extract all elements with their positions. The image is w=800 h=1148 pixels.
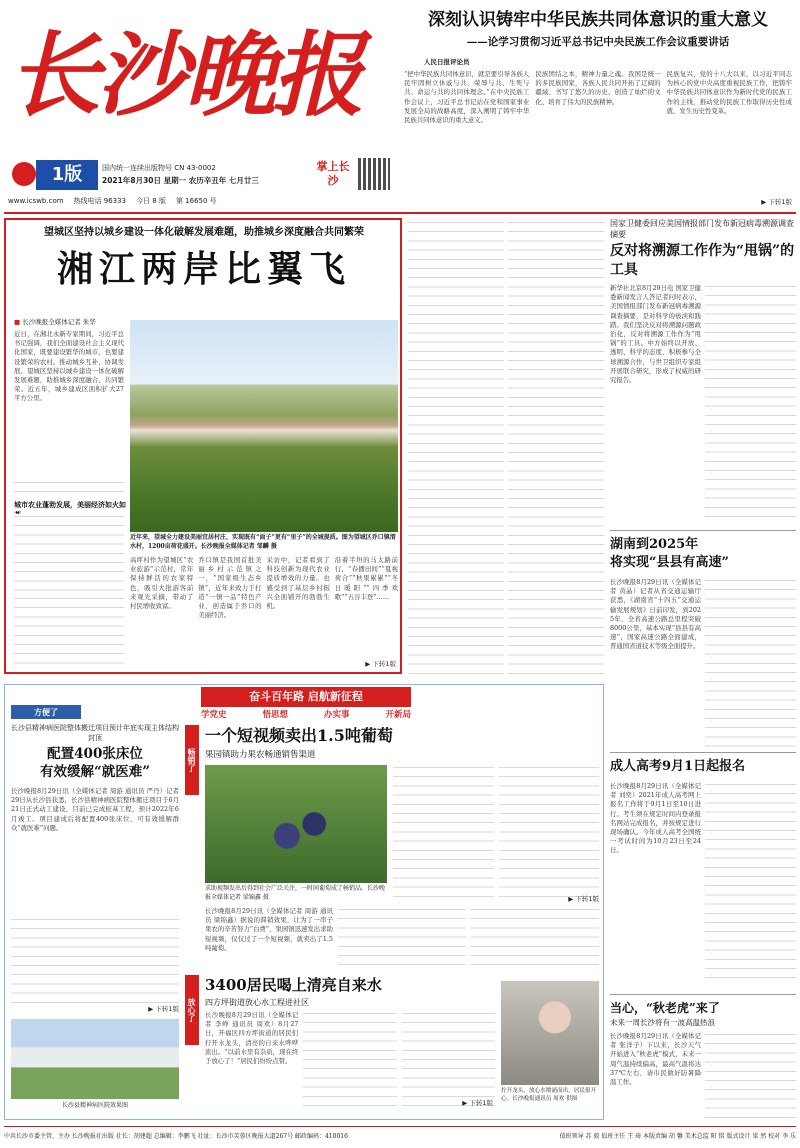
- story2-kicker: 湖南到2025年: [610, 537, 699, 552]
- hospital-rendering-photo: [11, 1019, 179, 1099]
- changle-caption: 求助视频发出后得到社会广泛关注，一时间葡萄成了畅销品。长沙晚报全媒体记者 梁锦鑫 摄: [205, 885, 386, 901]
- page-number: 1版: [36, 160, 98, 190]
- slogan-4: 开新局: [385, 710, 411, 720]
- top-story-byline: 人民日报评论员: [424, 58, 470, 66]
- right-divider-3: [610, 994, 796, 995]
- byline-icon: ■: [14, 318, 23, 326]
- lead-subhead: 城市农业蓬勃发展，美丽经济如火如: [14, 500, 126, 509]
- story3-title: 成人高考9月1日起报名: [610, 759, 746, 774]
- top-story-title: 深刻认识铸牢中华民族共同体意识的重大意义: [428, 10, 768, 30]
- tap-water-photo: [501, 981, 599, 1085]
- lead-col-left-lower: [14, 514, 124, 594]
- lead-photo-caption: 近年来，望城全力建设美丽宜居村庄，实现既有“面子”更有“里子”的全城提质。图为望城区乔口镇渭水村，1200亩荷花盛开。长沙晚报全媒体记者 邹麟 摄: [130, 534, 396, 550]
- story-fangxin: [185, 975, 599, 1115]
- top-story-subtitle: ——论学习贯彻习近平总书记中央民族工作会议重要讲话: [466, 36, 730, 48]
- footer-rule: [4, 1126, 796, 1127]
- page-count: 今日 8 版: [136, 197, 166, 205]
- fangbianle-kicker: 长沙县精神病医院整体搬迁项目预计年底实现主体结构封顶: [11, 724, 179, 742]
- fangbianle-more-link[interactable]: ▶ 下转1版: [148, 1005, 179, 1013]
- slogan-2: 悟思想: [262, 710, 288, 720]
- changle-subhead: 果园镇助力果农畅通销售渠道: [205, 750, 316, 760]
- story-changle: [185, 725, 599, 971]
- story1-kicker: 国家卫健委回应美国情报部门发布新冠病毒溯源调查摘要: [610, 219, 794, 239]
- info-line: [8, 196, 393, 206]
- date-line: 2021年8月30日 星期一 农历辛丑年 七月廿三: [102, 176, 259, 185]
- fangxin-headline: 3400居民喝上清亮自来水: [205, 976, 382, 994]
- series-banner-text: 奋斗百年路 启航新征程: [249, 690, 363, 703]
- lead-bottom-col-2: 乔口镇是我国首批美丽乡村示范镇之一，“国家级生态乡镇”，近年来致力于打造“一镇一品”特色产业，创造属于乔口的美丽经济。: [198, 556, 262, 620]
- newspaper-logo: 长沙晚报: [8, 21, 361, 129]
- top-story-col-3: 民族复兴，党的十八大以来，以习近平同志为核心的党中央高度重视民族工作，把铸牢中华民族共同体意识作为新时代党的民族工作的主线，推动党的民族工作取得历史性成就、发生历史性变革。: [666, 70, 792, 115]
- story-exam: [610, 758, 796, 998]
- story3-body: 长沙晚报8月29日讯（全媒体记者 刘奕）2021年成人高考网上报名工作将于9月1日至10日进行。考生须在规定时间内登录报名网站完成报名，并按规定进行现场确认。今年成人高考全国统一考试时间为10月23日至24日。: [610, 782, 796, 986]
- series-banner: [201, 687, 411, 707]
- footer-editors: 值班领导 苏 毅 值班主任 王 琦 本版责编 胡 馨 美术总监 阳 铭 版式设计 梁 然 校对 李 乐: [559, 1133, 796, 1140]
- fangbianle-body: 长沙晚报8月29日讯（全媒体记者 周游 通讯员 严丹）记者29日从长沙县获悉，长沙县精神病医院整体搬迁项目于6月21日正式动工建设，目前已完成桩基工程，预计2022年6月竣工。项目建成后将配置400张床位，可有效缓解群众“就医难”问题。: [11, 787, 179, 1007]
- story-fangbianle: [11, 705, 179, 1115]
- right-divider-1: [610, 530, 796, 531]
- lead-byline: ■ 长沙晚报全媒体记者 朱华: [14, 318, 96, 326]
- lead-col-left-bottom: [14, 596, 124, 664]
- slogan-3: 办实事: [323, 710, 350, 720]
- qr-code-icon: [358, 158, 390, 190]
- changle-columns-bottom: 长沙晚报8月29日讯（全媒体记者 周游 通讯员 梁锦鑫）据说的滞销效果，让为了一串子果农的辛苦努力“白费”，果园镇迅速发出求助短视频，仅仅过了一个短视频，就卖出了1.5吨葡萄。: [205, 907, 599, 967]
- fangbianle-headline-1: 配置400张床位: [47, 746, 143, 762]
- footer: [4, 1130, 796, 1144]
- issn-line: 国内统一连续出版物号 CN 43-0002: [102, 164, 216, 172]
- lead-headline: 湘江两岸比翼飞: [56, 248, 351, 290]
- story4-kicker: 当心，“秋老虎”来了: [610, 1001, 720, 1015]
- story1-body: 新华社北京8月29日电 国家卫健委新闻发言人答记者问时表示，美国情报部门发布新冠病毒溯源调查摘要，是对科学的亵渎和践踏。我们坚决反对将溯源问题政治化，反对将溯源工作作为“甩锅”的工具。中方始终以开放、透明、科学的态度，积极参与全球溯源合作，与世卫组织专家组开展联合研究，形成了权威的研究报告。: [610, 284, 796, 524]
- series-section: [4, 684, 604, 1120]
- top-story: [404, 8, 792, 208]
- fangxin-subhead: 四方坪街道放心水工程进社区: [205, 998, 309, 1007]
- lead-bottom-columns: [130, 556, 398, 664]
- lead-bottom-col-3: 采访中，记者看到了科技创新为现代农业提质增效的力量。也感受到了基层乡村振兴全面铺开的勃勃生机。: [266, 556, 330, 611]
- lead-bottom-col-4: 沿着半坦的马太路前行，“春播田间”“夏视荷合”“秋果累累”“冬日暖阳”“四季欢歌”“五谷丰登”……: [334, 556, 398, 601]
- footer-publisher: 中共长沙市委主管、主办 长沙晚报社出版 社长：胡建超 总编辑：李鹏飞 社址：长沙市芙蓉区晚报大道267号 邮政编码：410016: [4, 1133, 348, 1140]
- lead-photo: [130, 320, 398, 532]
- fangxin-label: 放心了: [185, 975, 199, 1045]
- lead-kicker: 望城区坚持以城乡建设一体化破解发展难题，助推城乡深度融合共同繁荣: [44, 227, 364, 238]
- masthead-divider: [4, 212, 796, 214]
- fangxin-more-link[interactable]: ▶ 下转1版: [462, 1099, 493, 1107]
- top-story-col-1: “把中华民族共同体意识，就是要引导各族人民牢固树立休戚与共、荣辱与共、生死与共、命运与共的共同体理念。”在中央民族工作会议上，习近平总书记站在党和国家事业发展全局的战略高度，深入阐明了铸牢中华民族共同体意识的重大意义。: [404, 70, 530, 125]
- lead-story-box: [4, 218, 402, 674]
- fangbianle-caption: 长沙县精神病医院效果图: [61, 1102, 128, 1109]
- emblem-icon: [12, 162, 36, 186]
- grape-photo: [205, 765, 387, 883]
- fangxin-caption: 拧开龙头，放心水喷涌而出，居民很开心。长沙晚报通讯员 周欢 供图: [501, 1088, 597, 1102]
- story-heat: [610, 1000, 796, 1130]
- fangxin-columns: 长沙晚报8月29日讯（全媒体记者 李峥 通讯员 周欢）8月27日，开福区四方坪街道的居民们拧开水龙头，清亮的自来水哗哗流出。“以前水里有杂质，现在终于放心了！”居民们纷纷点赞。: [205, 1011, 495, 1111]
- changle-label: 畅销了: [185, 725, 199, 795]
- changle-columns-top: [393, 765, 599, 905]
- series-slogans: [201, 709, 411, 721]
- slogan-1: 学党史: [201, 710, 227, 720]
- story4-title: 未来一周长沙将有一波高温热浪: [610, 1018, 715, 1027]
- story2-title: 将实现“县县有高速”: [610, 555, 729, 570]
- hotline: 热线电话 96333: [73, 197, 127, 205]
- page-badge: [10, 160, 96, 190]
- top-story-more-link[interactable]: ▶ 下转1版: [761, 198, 792, 206]
- fangbianle-headline-2: 有效缓解“就医难”: [39, 764, 151, 780]
- lead-more-link[interactable]: ▶ 下转1版: [365, 660, 396, 668]
- changle-headline: 一个短视频卖出1.5吨葡萄: [205, 726, 393, 745]
- right-divider-2: [610, 752, 796, 753]
- top-story-col-2: 民族团结之本，精神力量之魂。我国是统一的多民族国家，各族人民共同开拓了辽阔的疆域、书写了悠久的历史、创造了灿烂的文化、培育了伟大的民族精神。: [535, 70, 661, 106]
- lead-col-left-continued: [14, 480, 124, 498]
- top-story-columns: [404, 70, 792, 198]
- small-app-logo: 掌上长沙: [316, 160, 350, 187]
- website[interactable]: www.icswb.com: [8, 197, 64, 205]
- right-column: [610, 218, 796, 1118]
- story4-body: 长沙晚报8月29日讯（全媒体记者 张洋子）下以来，长沙天气开始进入“秋老虎”模式，未来一周气温持续偏高，最高气温将达37℃左右，请市民做好防暑降温工作。: [610, 1032, 796, 1124]
- lead-col-left: 近日，在湘北永新专家期间，习近平总书记强调，我们全面建设社会主义现代化国家，既要建设繁华的城市，也要建设繁荣的农村。推动城乡互补、协调发展。望城区坚持以城乡建设一体化破解发展难题，助推城乡深度融合、共同繁荣。近五年，城乡建成区面积扩大27平方公里。: [14, 330, 124, 403]
- fangbianle-label: 方便了: [11, 705, 81, 719]
- story2-body: 长沙晚报8月29日讯（全媒体记者 黄晶）记者从省交通运输厅获悉，《湖南省“十四五”交通运输发展规划》日前印发，到2025年，全省高速公路总里程突破8000公里，基本实现“县县有高速”，国家高速公路全面建成，普通国省道技术等级全面提升。: [610, 578, 796, 750]
- middle-columns: [408, 220, 604, 674]
- changle-more-link[interactable]: ▶ 下转1版: [568, 895, 599, 903]
- masthead: [8, 10, 393, 210]
- issue-number: 第 16650 号: [175, 197, 217, 205]
- story-traceability: [610, 218, 796, 528]
- story1-title: 反对将溯源工作作为“甩锅”的工具: [610, 243, 795, 278]
- lead-bottom-col-1: 高坪村作为望城区“农业旅游”示范村，常年保持鲜活的农家特色，吸引大批游客前来观光采摘，带动了村民增收致富。: [130, 556, 194, 611]
